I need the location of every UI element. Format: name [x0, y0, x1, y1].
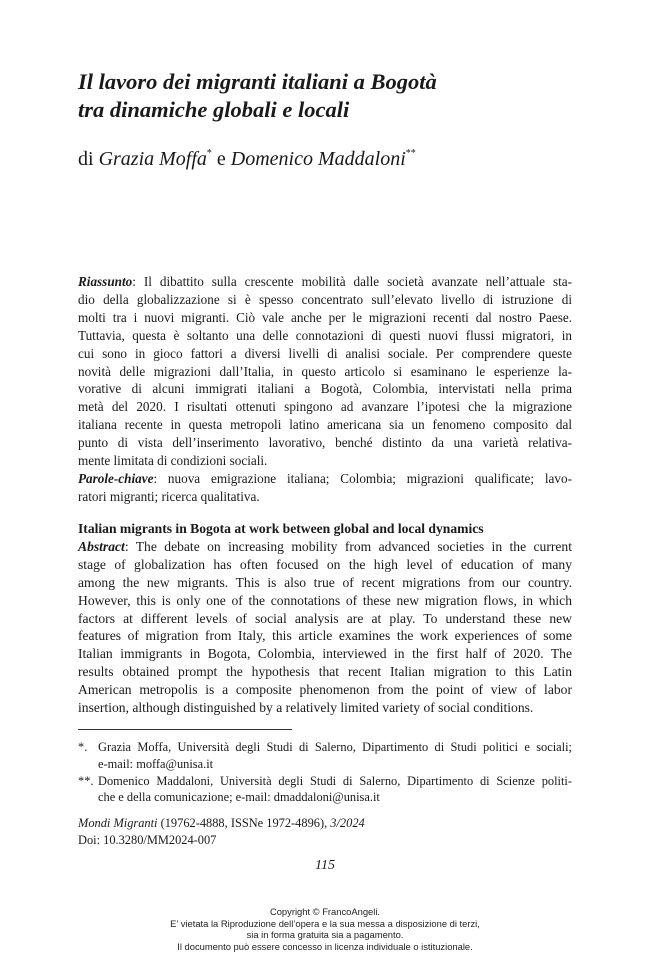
riassunto-line: novità delle migrazioni dall’Italia, in questo articolo si esaminano le esperienze la- [78, 363, 572, 379]
author-1-mark: * [206, 148, 212, 159]
keywords-line: Parole-chiave: nuova emigrazione italiana; Colombia; migrazioni qualificate; lavo- [78, 471, 572, 486]
abstract-line: factors at different levels of social analysis are at play. To understand these new [78, 610, 572, 626]
abstract-line: among the new migrants. This is also true of recent migrations from our country. [78, 574, 572, 590]
byline-conjunction: e [216, 148, 226, 170]
keywords-label: Parole-chiave [78, 471, 154, 486]
footnote-1 [78, 739, 572, 773]
abstract-line: stage of globalization has often focused on the high level of education of many [78, 556, 572, 572]
article-title [78, 68, 578, 124]
footnote-line: e-mail: moffa@unisa.it [98, 756, 214, 771]
abstract-line: Abstract: The debate on increasing mobility from advanced societies in the current [78, 538, 572, 554]
copyright-line: Copyright © FrancoAngeli. [269, 906, 381, 917]
footnotes [78, 739, 572, 806]
copyright-notice [0, 906, 650, 952]
riassunto-line: punto di vista dell’inserimento lavorativo, benché distinto da una varietà relativa- [78, 435, 572, 451]
riassunto-line: vorative di alcuni immigrati italiani a Bogotà, Colombia, intervistati nella prima [78, 381, 572, 397]
riassunto-line: metà del 2020. I risultati ottenuti spingono ad avanzare l’ipotesi che la migrazione [78, 399, 572, 415]
journal-doi: Doi: 10.3280/MM2024-007 [78, 832, 217, 847]
abstract-line: features of migration from Italy, this article examines the work experiences of some [78, 628, 572, 644]
riassunto-paragraph [78, 273, 572, 470]
journal-issn: (19762-4888, ISSNe 1972-4896), [157, 816, 331, 830]
title-line-1: Il lavoro dei migranti italiani a Bogotà [78, 69, 437, 94]
keywords-paragraph [78, 470, 572, 506]
journal-name: Mondi Migranti [78, 816, 158, 830]
byline-prefix: di [78, 148, 94, 170]
english-abstract [78, 520, 572, 717]
copyright-line: sia in forma gratuita sia a pagamento. [246, 929, 404, 941]
title-line-2: tra dinamiche globali e locali [78, 97, 350, 122]
abstract-label: Abstract [78, 538, 125, 554]
riassunto-line: mente limitata di condizioni sociali. [78, 453, 268, 469]
abstract-line: insertion, although distinguished by a relatively limited variety of social conditions. [78, 700, 534, 716]
footnote-mark: **. [78, 773, 94, 788]
copyright-line: Il documento può essere concesso in licenza individuale o istituzionale. [177, 940, 473, 952]
abstract-line: results obtained prompt the hypothesis that recent Italian migration to this Latin [78, 664, 572, 680]
footnote-line: Domenico Maddaloni, Università degli Studi di Salerno, Dipartimento di Scienze politi- [98, 773, 572, 788]
footnote-mark: *. [78, 740, 88, 754]
riassunto-line: Tuttavia, questa è soltanto una delle connotazioni di questi nuovi flussi migratori, in [78, 327, 572, 343]
abstract-line: American metropolis is a composite phenomenon from the point of view of labor [78, 682, 572, 698]
footnote-2 [78, 773, 572, 807]
riassunto-line: italiana recente in questa metropoli latino americana sia un fenomeno composito dal [78, 417, 572, 433]
riassunto-line: dio della globalizzazione si è spesso concentrato sull’elevato livello di istruzione di [78, 291, 572, 307]
riassunto-label: Riassunto [78, 274, 133, 289]
journal-issue: 3/2024 [330, 816, 365, 830]
page-number: 115 [315, 858, 335, 873]
abstract-line: Italian immigrants in Bogota, Colombia, interviewed in the first half of 2020. The [78, 646, 572, 662]
byline [78, 142, 416, 171]
footnote-divider [78, 729, 292, 730]
footnote-line: Grazia Moffa, Università degli Studi di Salerno, Dipartimento di Studi politici e sociali; [98, 740, 572, 754]
author-2-mark: ** [405, 148, 416, 159]
author-2: Domenico Maddaloni [230, 148, 406, 170]
journal-citation [78, 815, 365, 848]
author-1: Grazia Moffa [98, 148, 207, 170]
copyright-line: E’ vietata la Riproduzione dell’opera e la sua messa a disposizione di terzi, [170, 917, 480, 929]
riassunto-line: molti tra i nuovi migranti. Ciò vale anche per le migrazioni recenti dal nostro Paese. [78, 309, 572, 325]
riassunto-line: Riassunto: Il dibattito sulla crescente mobilità dalle società avanzate nell’attuale sta- [78, 274, 572, 289]
footnote-line: che e della comunicazione; e-mail: dmaddaloni@unisa.it [98, 790, 380, 805]
journal-line [78, 815, 365, 832]
english-title: Italian migrants in Bogota at work between global and local dynamics [78, 521, 484, 536]
keywords-line: ratori migranti; ricerca qualitativa. [78, 488, 260, 504]
abstract-line: However, this is only one of the connotations of these new migration flows, in which [78, 592, 572, 608]
riassunto-line: cui sono in gioco fattori a diversi livelli di analisi sociale. Per comprendere queste [78, 345, 572, 361]
